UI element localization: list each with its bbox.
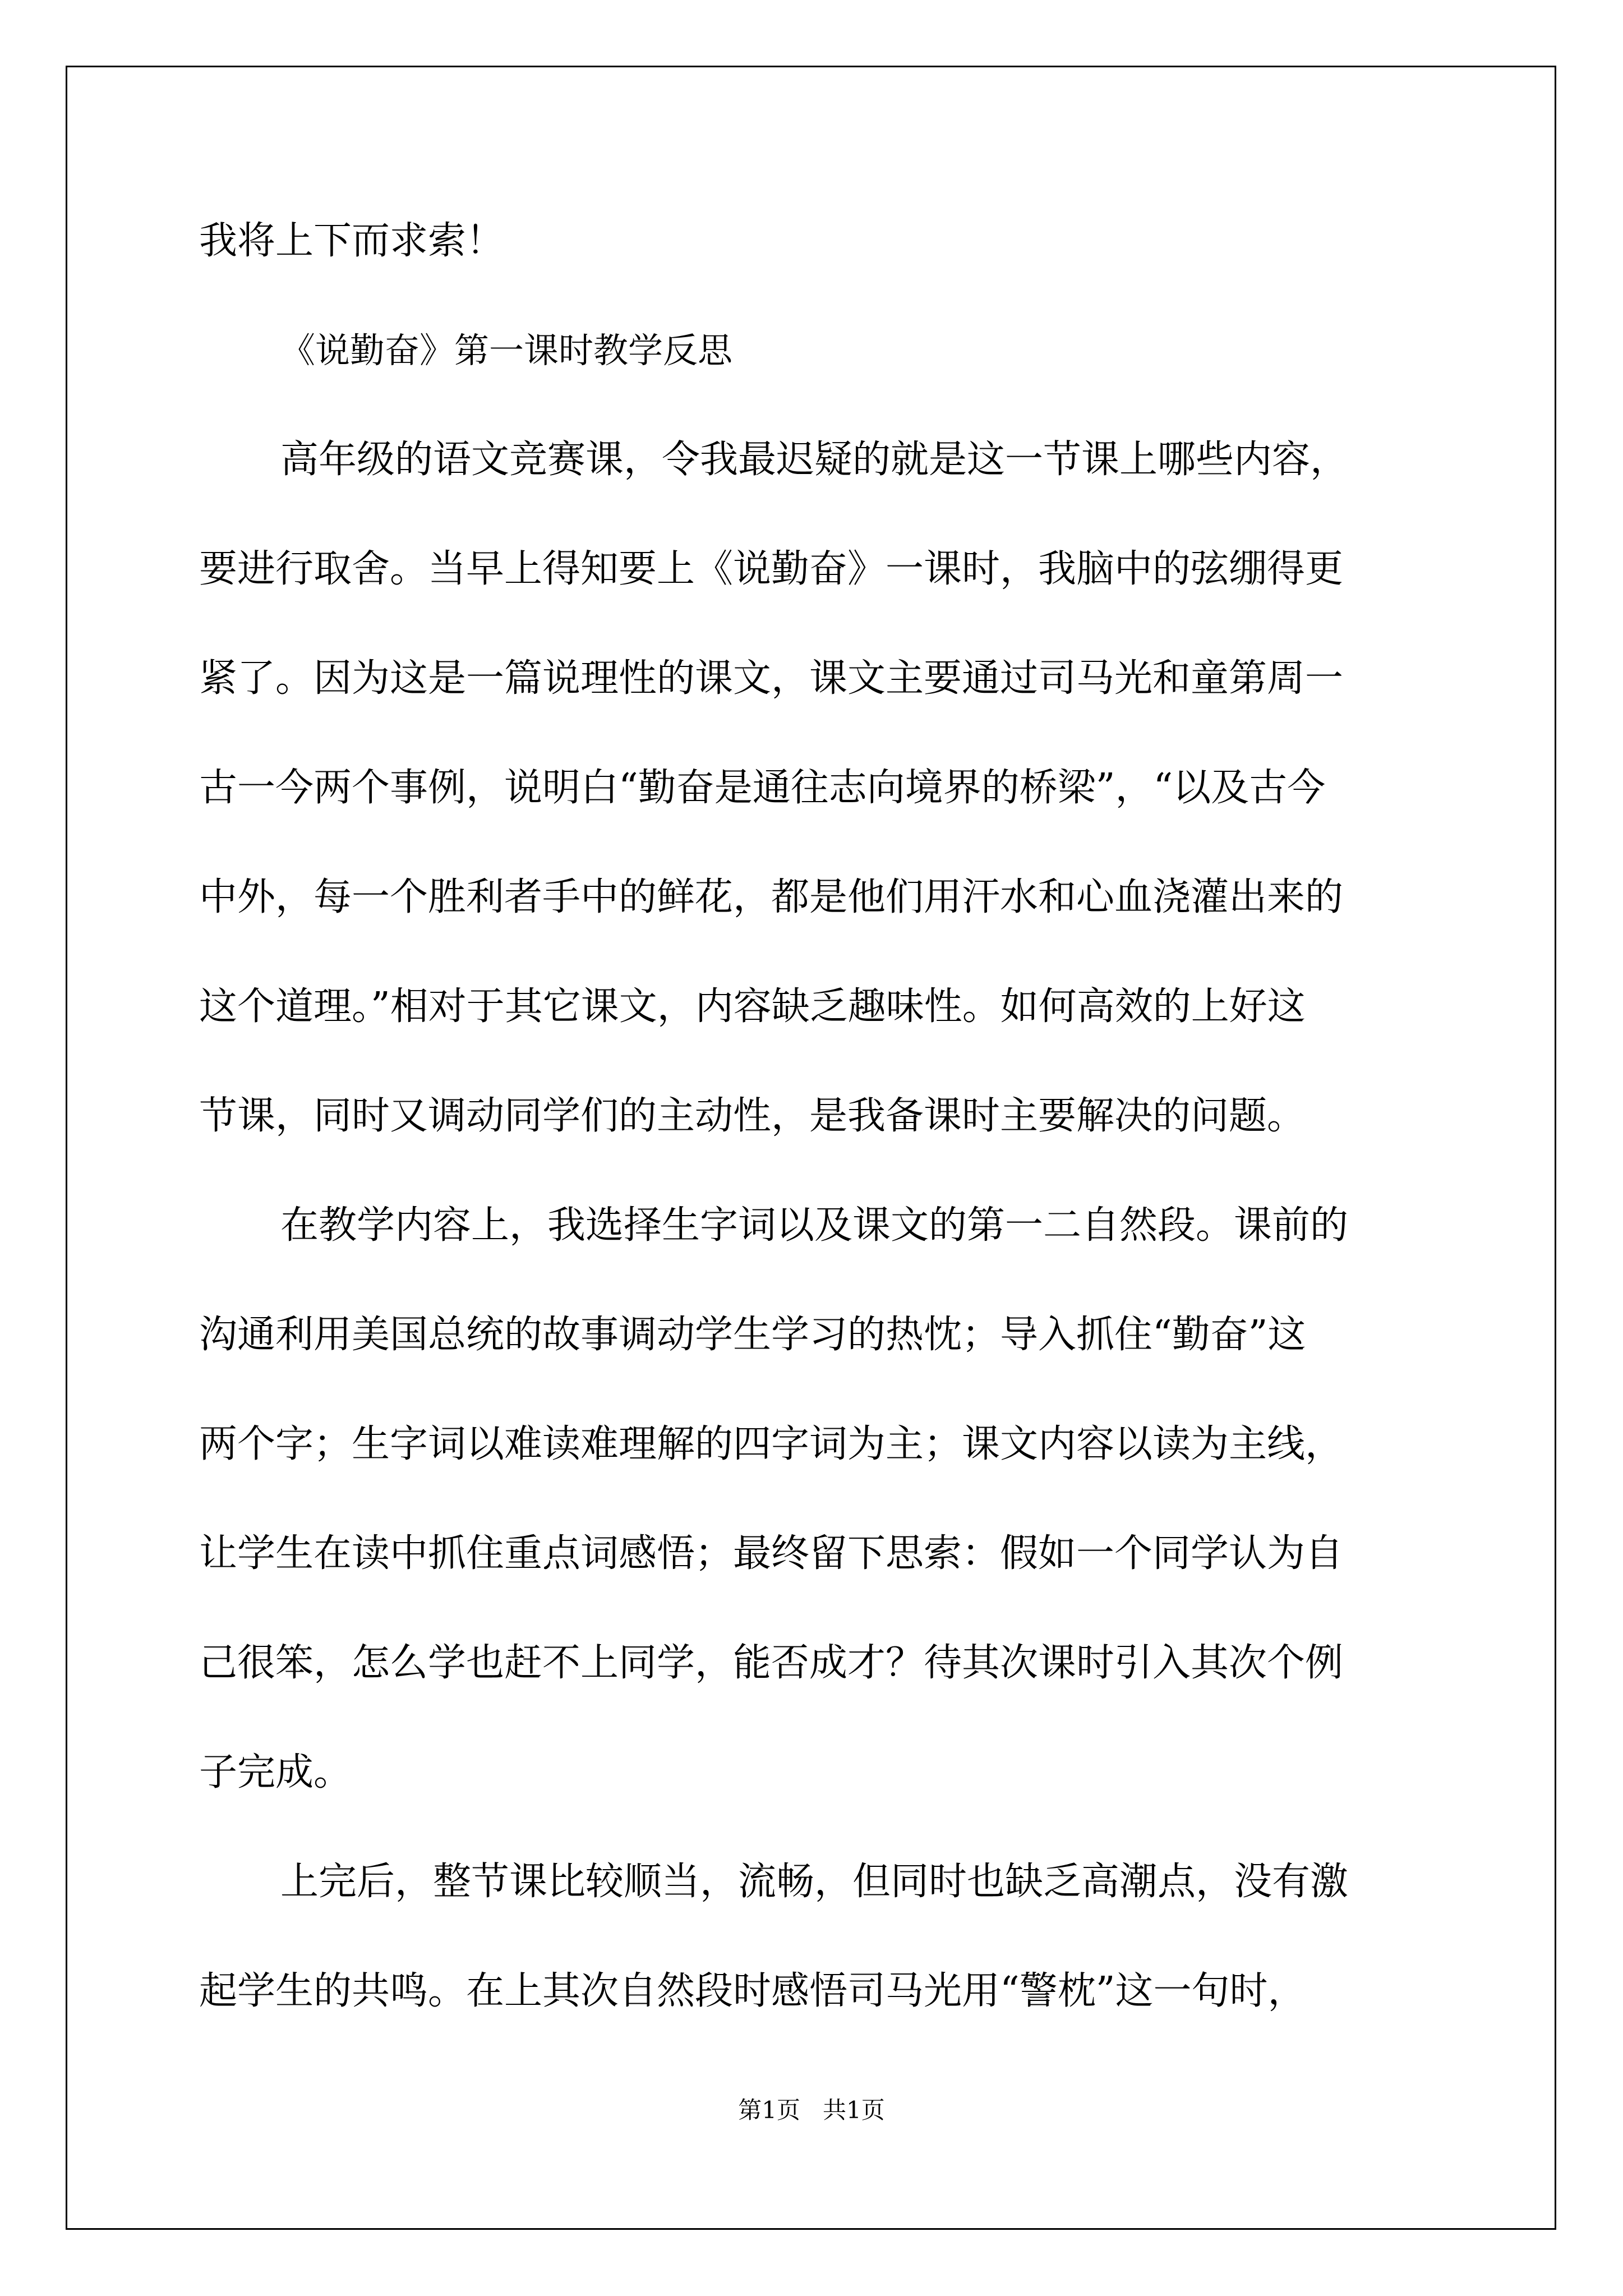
paragraph-line: 上完后，整节课比较顺当，流畅，但同时也缺乏高潮点，没有激 <box>280 1860 1349 1904</box>
paragraph-line: 紧了。因为这是一篇说理性的课文，课文主要通过司马光和童第周一 <box>199 656 1344 701</box>
paragraph-line: 在教学内容上，我选择生字词以及课文的第一二自然段。课前的 <box>280 1203 1349 1248</box>
paragraph-line: 让学生在读中抓住重点词感悟；最终留下思索：假如一个同学认为自 <box>199 1531 1344 1576</box>
paragraph-line: 高年级的语文竞赛课，令我最迟疑的就是这一节课上哪些内容， <box>280 438 1349 482</box>
paragraph-line: 子完成。 <box>199 1750 352 1795</box>
paragraph-line: 节课，同时又调动同学们的主动性，是我备课时主要解决的问题。 <box>199 1094 1306 1138</box>
section-title: 《说勤奋》第一课时教学反思 <box>280 330 733 371</box>
paragraph-line: 要进行取舍。当早上得知要上《说勤奋》一课时，我脑中的弦绷得更 <box>199 547 1344 591</box>
paragraph-line: 沟通利用美国总统的故事调动学生学习的热忱；导入抓住“勤奋”这 <box>199 1313 1306 1357</box>
paragraph-line: 己很笨，怎么学也赶不上同学，能否成才？待其次课时引入其次个例 <box>199 1641 1344 1685</box>
paragraph-line: 两个字；生字词以难读难理解的四字词为主；课文内容以读为主线， <box>199 1422 1344 1466</box>
paragraph-line: 起学生的共鸣。在上其次自然段时感悟司马光用“警枕”这一句时， <box>199 1969 1306 2013</box>
paragraph-line: 我将上下而求索！ <box>199 219 505 263</box>
paragraph-line: 古一今两个事例，说明白“勤奋是通往志向境界的桥梁”，“以及古今 <box>199 766 1326 810</box>
page-footer: 第1页 共1页 <box>738 2096 885 2124</box>
paragraph-line: 中外，每一个胜利者手中的鲜花，都是他们用汗水和心血浇灌出来的 <box>199 875 1344 919</box>
paragraph-line: 这个道理。”相对于其它课文，内容缺乏趣味性。如何高效的上好这 <box>199 984 1306 1029</box>
